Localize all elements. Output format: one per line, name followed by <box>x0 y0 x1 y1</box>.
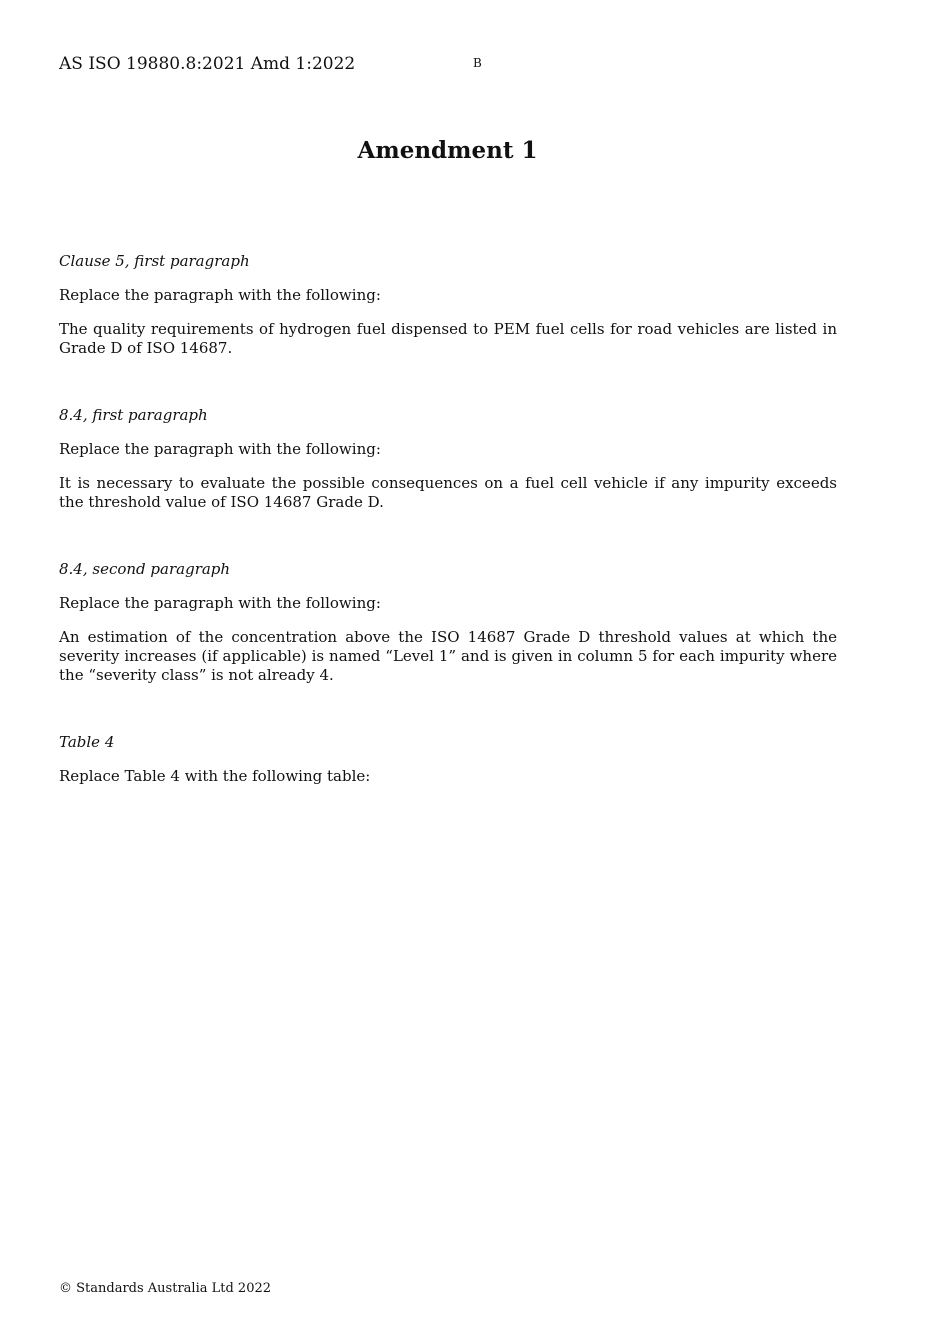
section-heading: 8.4, second paragraph <box>59 560 231 578</box>
page-title: Amendment 1 <box>357 137 538 164</box>
amendment-section-8-4-second <box>59 560 837 685</box>
section-instruction: Replace Table 4 with the following table: <box>59 767 371 785</box>
section-instruction: Replace the paragraph with the following: <box>59 594 381 612</box>
section-replacement-text: An estimation of the concentration above the ISO 14687 Grade D threshold values at which the severity increases (if applicable) is named “Level 1” and is given in column 5 for each impurity where the “severity class” is not already 4. <box>59 628 837 684</box>
copyright-footer: © Standards Australia Ltd 2022 <box>59 1281 272 1296</box>
document-identifier: AS ISO 19880.8:2021 Amd 1:2022 <box>59 54 356 74</box>
amendment-body <box>59 252 837 834</box>
section-instruction: Replace the paragraph with the following: <box>59 440 381 458</box>
section-heading: 8.4, first paragraph <box>59 406 208 424</box>
amendment-section-8-4-first <box>59 406 837 512</box>
page-marker: B <box>473 56 482 70</box>
section-replacement-text: It is necessary to evaluate the possible consequences on a fuel cell vehicle if any impurity exceeds the threshold value of ISO 14687 Grade D. <box>59 474 837 511</box>
section-instruction: Replace the paragraph with the following: <box>59 286 381 304</box>
amendment-section-table-4 <box>59 733 837 786</box>
amendment-section-clause-5 <box>59 252 837 358</box>
section-heading: Table 4 <box>59 733 115 751</box>
section-replacement-text: The quality requirements of hydrogen fuel dispensed to PEM fuel cells for road vehicles are listed in Grade D of ISO 14687. <box>59 320 837 357</box>
section-heading: Clause 5, first paragraph <box>59 252 250 270</box>
